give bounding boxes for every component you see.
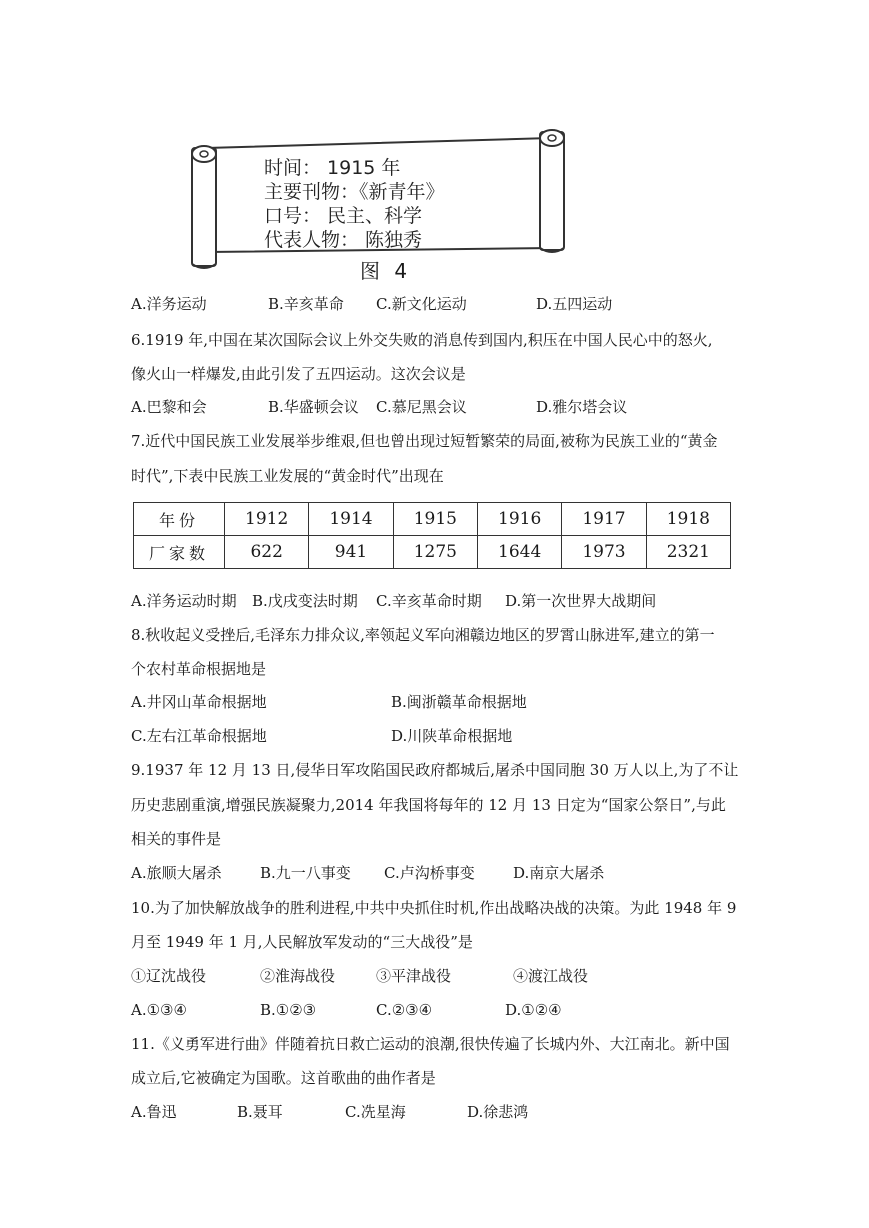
q8-stem-line-1: 8.秋收起义受挫后,毛泽东力排众议,率领起义军向湘赣边地区的罗霄山脉进军,建立的第一	[131, 626, 715, 644]
q11-option-c: C.冼星海	[345, 1103, 406, 1121]
q11-stem-line-1: 11.《义勇军进行曲》伴随着抗日救亡运动的浪潮,很快传遍了长城内外、大江南北。新中国	[131, 1035, 730, 1053]
q7-option-d: D.第一次世界大战期间	[505, 592, 657, 610]
q8-option-c: C.左右江革命根据地	[131, 727, 267, 745]
q11-option-a: A.鲁迅	[131, 1103, 177, 1121]
q10-option-b: B.①②③	[260, 1001, 317, 1019]
q9-stem-line-3: 相关的事件是	[131, 830, 222, 848]
q7-option-a: A.洋务运动时期	[131, 592, 237, 610]
q9-option-b: B.九一八事变	[260, 864, 351, 882]
q7-option-c: C.辛亥革命时期	[376, 592, 482, 610]
q9-option-d: D.南京大屠杀	[513, 864, 605, 882]
factory-count-table	[133, 502, 731, 569]
table-header-count: 厂家数	[134, 536, 225, 569]
q8-stem-line-2: 个农村革命根据地是	[131, 660, 267, 678]
table-cell-year: 1915	[393, 503, 477, 536]
q6-stem-line-1: 6.1919 年,中国在某次国际会议上外交失败的消息传到国内,积压在中国人民心中的怒火,	[131, 331, 713, 349]
q6-option-b: B.华盛顿会议	[268, 398, 359, 416]
table-cell-year: 1916	[477, 503, 561, 536]
q6-option-a: A.巴黎和会	[131, 398, 207, 416]
table-cell-count: 622	[225, 536, 309, 569]
q9-stem-line-2: 历史悲剧重演,增强民族凝聚力,2014 年我国将每年的 12 月 13 日定为“国家公祭日”,与此	[131, 796, 726, 814]
q6-option-d: D.雅尔塔会议	[536, 398, 628, 416]
q10-item-2: ②淮海战役	[260, 967, 336, 985]
figure-line-slogan: 口号： 民主、科学	[264, 205, 423, 227]
q10-item-3: ③平津战役	[376, 967, 452, 985]
table-row-years	[134, 503, 731, 536]
table-cell-count: 1275	[393, 536, 477, 569]
q6-option-c: C.慕尼黑会议	[376, 398, 467, 416]
table-cell-count: 941	[309, 536, 393, 569]
table-cell-count: 2321	[646, 536, 730, 569]
q8-option-a: A.井冈山革命根据地	[131, 693, 267, 711]
q11-option-b: B.聂耳	[237, 1103, 283, 1121]
figure-4-scroll	[178, 126, 578, 276]
q7-stem-line-2: 时代”,下表中民族工业发展的“黄金时代”出现在	[131, 467, 444, 485]
q11-option-d: D.徐悲鸿	[467, 1103, 529, 1121]
figure-line-time: 时间： 1915 年	[264, 157, 401, 179]
figure-line-journal: 主要刊物：《新青年》	[264, 181, 445, 203]
table-header-year: 年份	[134, 503, 225, 536]
table-cell-year: 1917	[562, 503, 646, 536]
q5-option-b: B.辛亥革命	[268, 295, 344, 313]
figure-line-person: 代表人物： 陈独秀	[264, 229, 423, 251]
q10-item-1: ①辽沈战役	[131, 967, 207, 985]
q10-stem-line-1: 10.为了加快解放战争的胜利进程,中共中央抓住时机,作出战略决战的决策。为此 1948 年 9	[131, 899, 737, 917]
q9-option-a: A.旅顺大屠杀	[131, 864, 222, 882]
q10-stem-line-2: 月至 1949 年 1 月,人民解放军发动的“三大战役”是	[131, 933, 473, 951]
table-cell-year: 1912	[225, 503, 309, 536]
q11-stem-line-2: 成立后,它被确定为国歌。这首歌曲的曲作者是	[131, 1069, 436, 1087]
table-cell-year: 1914	[309, 503, 393, 536]
table-row-counts	[134, 536, 731, 569]
q8-option-d: D.川陕革命根据地	[391, 727, 513, 745]
q6-stem-line-2: 像火山一样爆发,由此引发了五四运动。这次会议是	[131, 365, 466, 383]
q10-option-c: C.②③④	[376, 1001, 433, 1019]
table-cell-year: 1918	[646, 503, 730, 536]
q8-option-b: B.闽浙赣革命根据地	[391, 693, 527, 711]
q10-item-4: ④渡江战役	[513, 967, 589, 985]
q10-option-d: D.①②④	[505, 1001, 562, 1019]
q7-stem-line-1: 7.近代中国民族工业发展举步维艰,但也曾出现过短暂繁荣的局面,被称为民族工业的“黄金	[131, 432, 718, 450]
q9-stem-line-1: 9.1937 年 12 月 13 日,侵华日军攻陷国民政府都城后,屠杀中国同胞 30 万人以上,为了不让	[131, 761, 739, 779]
table-cell-count: 1973	[562, 536, 646, 569]
q5-option-d: D.五四运动	[536, 295, 613, 313]
figure-caption: 图 4	[360, 259, 412, 283]
q7-option-b: B.戊戌变法时期	[252, 592, 358, 610]
table-cell-count: 1644	[477, 536, 561, 569]
q5-option-c: C.新文化运动	[376, 295, 467, 313]
q10-option-a: A.①③④	[131, 1001, 187, 1019]
q5-option-a: A.洋务运动	[131, 295, 207, 313]
q9-option-c: C.卢沟桥事变	[384, 864, 475, 882]
